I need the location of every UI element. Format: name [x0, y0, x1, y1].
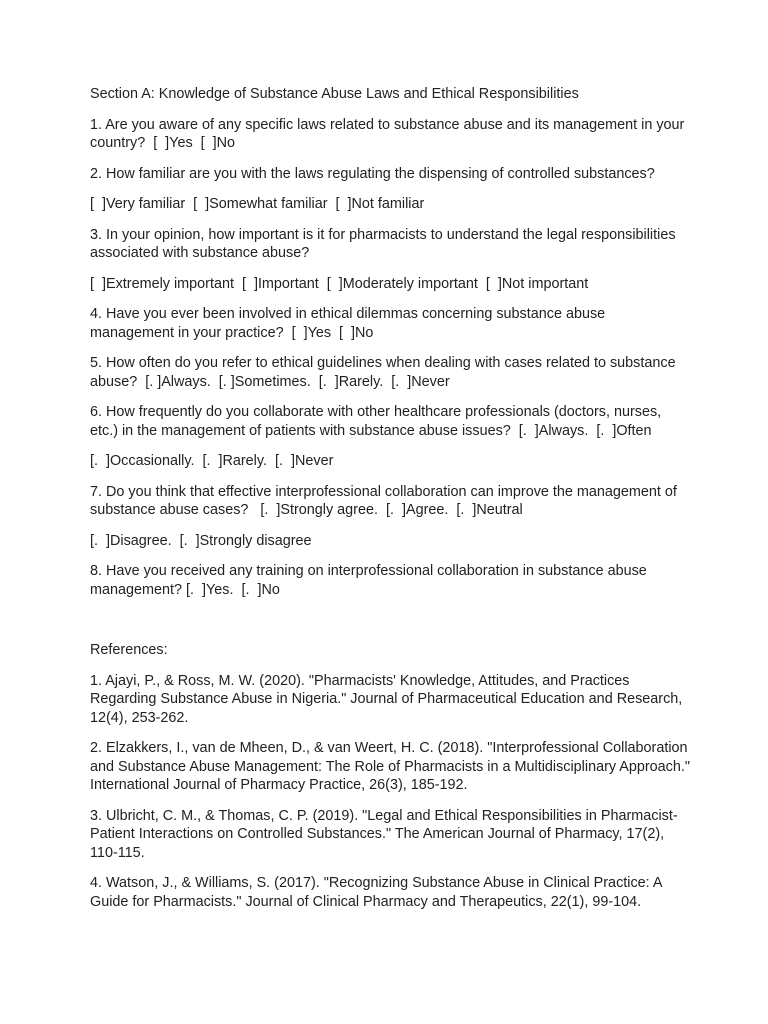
question-2-options: [ ]Very familiar [ ]Somewhat familiar [ ]Not familiar [90, 196, 425, 212]
question-3: 3. In your opinion, how important is it for pharmacists to understand the legal responsibilities associated with substance abuse? [90, 226, 680, 261]
references-heading: References: [90, 642, 168, 658]
question-2: 2. How familiar are you with the laws regulating the dispensing of controlled substances? [90, 165, 655, 182]
reference-1: 1. Ajayi, P., & Ross, M. W. (2020). "Pharmacists' Knowledge, Attitudes, and Practices Regarding Substance Abuse in Nigeria." Journal of Pharmaceutical Education and Research, 12(4), 253-262. [90, 672, 687, 726]
section-spacer [90, 611, 690, 641]
question-6: 6. How frequently do you collaborate with other healthcare professionals (doctors, nurses, etc.) in the management of patients with substance abuse issues? [. ]Always. [. ]Often [90, 404, 666, 439]
question-1: 1. Are you aware of any specific laws related to substance abuse and its management in your country? [ ]Yes [ ]No [90, 116, 689, 151]
reference-2: 2. Elzakkers, I., van de Mheen, D., & van Weert, H. C. (2018). "Interprofessional Collaboration and Substance Abuse Management: The Role of Pharmacists in a Multidisciplinary Approach." International Journal of Pharmacy Practice, 26(3), 185-192. [90, 740, 694, 793]
reference-4: 4. Watson, J., & Williams, S. (2017). "Recognizing Substance Abuse in Clinical Practice: A Guide for Pharmacists." Journal of Clinical Pharmacy and Therapeutics, 22(1), 99-104. [90, 875, 666, 910]
section-a-heading: Section A: Knowledge of Substance Abuse Laws and Ethical Responsibilities [90, 86, 579, 102]
reference-3: 3. Ulbricht, C. M., & Thomas, C. P. (2019). "Legal and Ethical Responsibilities in Pharmacist-Patient Interactions on Controlled Substances." The American Journal of Pharmacy, 17(2), 110-115. [90, 807, 678, 861]
question-7: 7. Do you think that effective interprofessional collaboration can improve the management of substance abuse cases? [. ]Strongly agree. [. ]Agree. [. ]Neutral [90, 483, 681, 518]
question-6-options: [. ]Occasionally. [. ]Rarely. [. ]Never [90, 453, 334, 469]
question-7-options: [. ]Disagree. [. ]Strongly disagree [90, 532, 312, 549]
question-5: 5. How often do you refer to ethical guidelines when dealing with cases related to substance abuse? [. ]Always. [. ]Sometimes. [. ]Rarely. [. ]Never [90, 355, 680, 390]
question-3-options: [ ]Extremely important [ ]Important [ ]Moderately important [ ]Not important [90, 275, 589, 292]
document-page [90, 85, 694, 923]
question-4: 4. Have you ever been involved in ethical dilemmas concerning substance abuse management in your practice? [ ]Yes [ ]No [90, 306, 610, 341]
question-8: 8. Have you received any training on interprofessional collaboration in substance abuse management? [. ]Yes. [. ]No [90, 563, 651, 598]
